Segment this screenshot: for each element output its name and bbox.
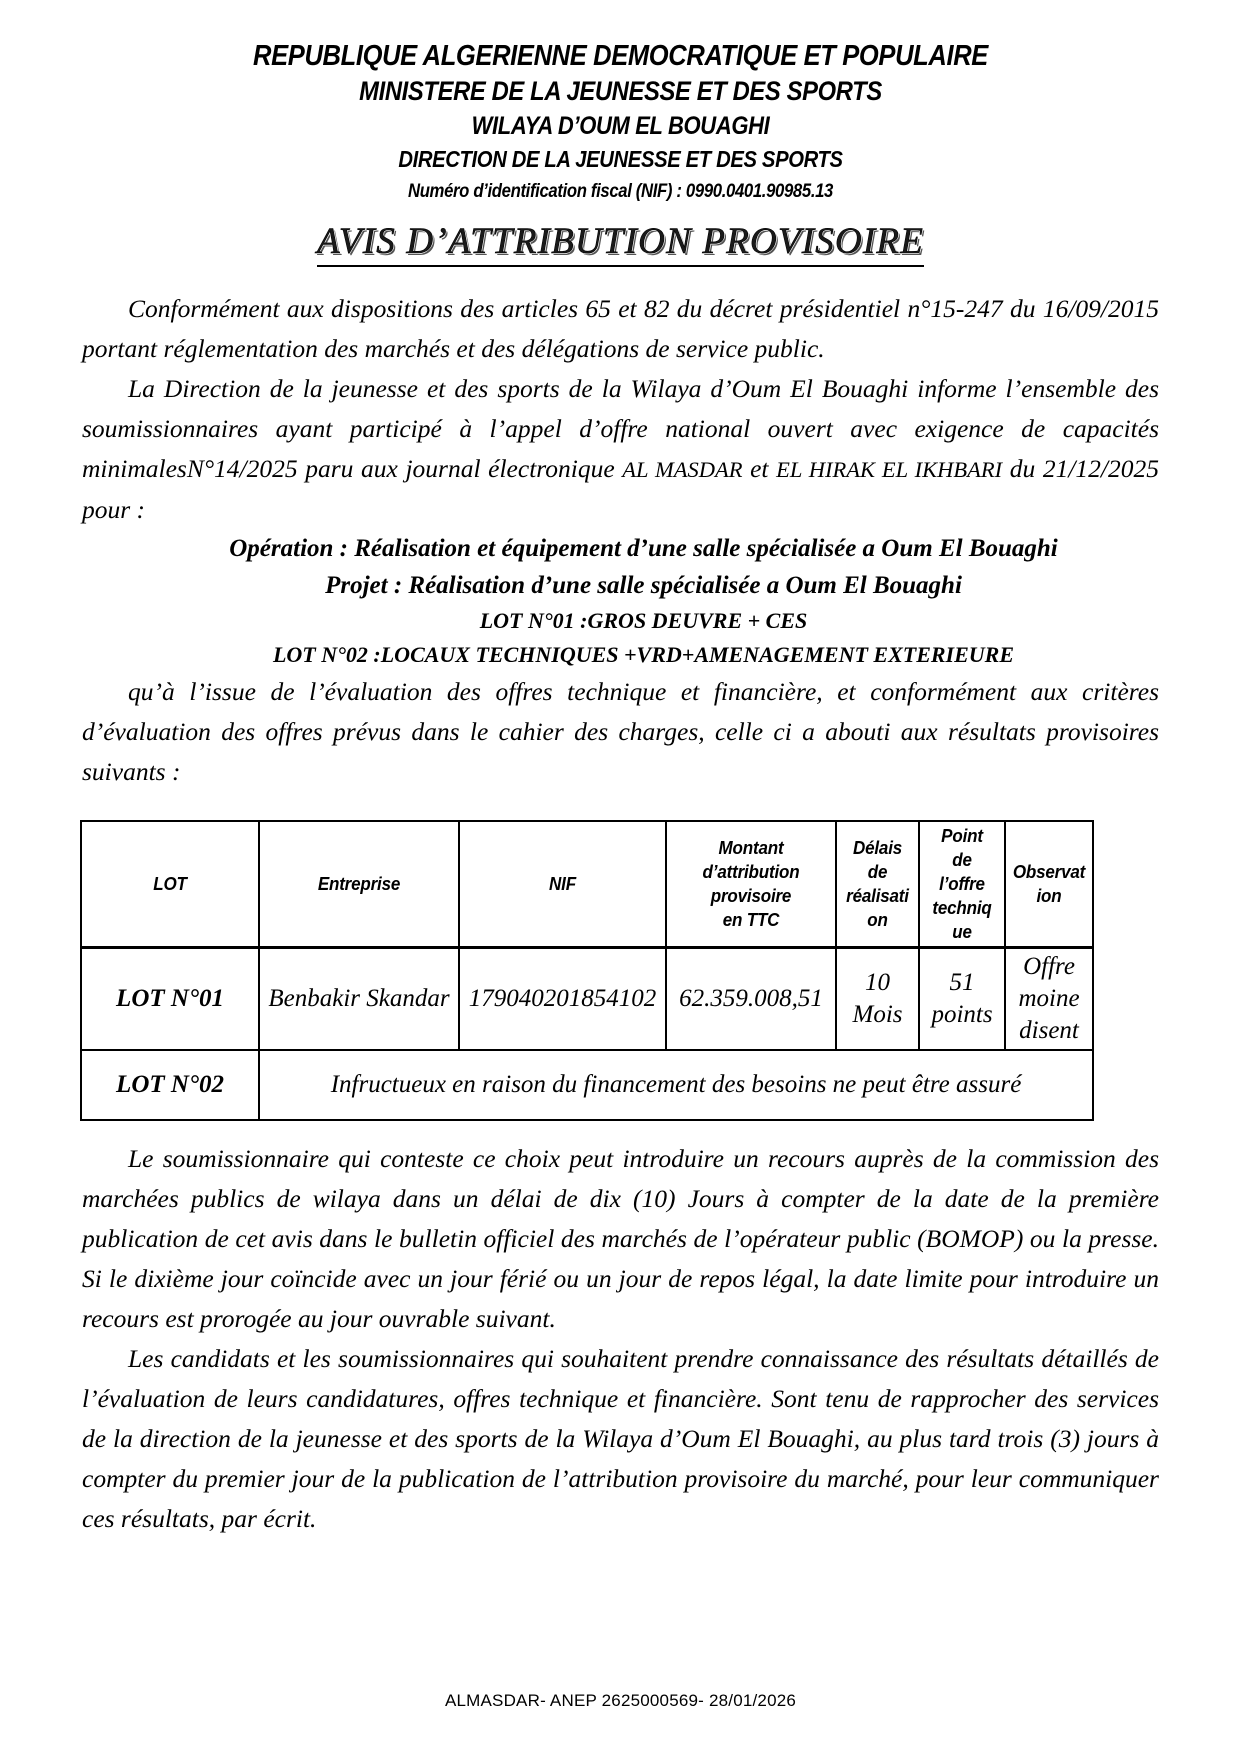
cell-montant: 62.359.008,51	[666, 948, 836, 1051]
intro-p2-part-c: et	[742, 454, 777, 483]
header-republic-line: REPUBLIQUE ALGERIENNE DEMOCRATIQUE ET POPULAIRE	[253, 40, 988, 72]
table-header-row	[81, 821, 1093, 948]
result-intro-paragraph: qu’à l’issue de l’évaluation des offres technique et financière, et conformément aux critères d’évaluation des offres prévus dans le cahier des charges, celle ci a abouti aux résultats provisoires suivants :	[82, 677, 1159, 786]
col-header-point-l2: de	[952, 849, 972, 870]
title-container	[82, 208, 1159, 267]
cell-observation-l3: disent	[1019, 1017, 1079, 1044]
journal-name-elhirak: EL HIRAK EL IKHBARI	[776, 457, 1003, 482]
header-nif-line: Numéro d’identification fiscal (NIF) : 0990.0401.90985.13	[407, 181, 834, 202]
table-row	[81, 1050, 1093, 1120]
page-footer: ALMASDAR- ANEP 2625000569- 28/01/2026	[444, 1691, 797, 1710]
col-header-observation	[1009, 821, 1090, 948]
cell-infructueux-note: Infructueux en raison du financement des besoins ne peut être assuré	[259, 1050, 1093, 1120]
intro-paragraph-1: Conformément aux dispositions des articles 65 et 82 du décret présidentiel n°15-247 du 16/09/2015 portant réglementation des marchés et des délégations de service public.	[82, 294, 1159, 363]
cell-observation-l2: moine	[1018, 985, 1080, 1012]
lot-line-01: LOT N°01 :GROS DEUVRE + CES	[479, 608, 808, 633]
col-header-point-l5: ue	[952, 921, 972, 942]
closing-body	[82, 1139, 1159, 1539]
col-header-montant-l1: Montant	[718, 837, 784, 858]
cell-point-technique	[919, 948, 1005, 1051]
col-header-lot: LOT	[88, 821, 252, 948]
col-header-point-technique	[922, 821, 1001, 948]
header-wilaya-line: WILAYA D’OUM EL BOUAGHI	[471, 112, 770, 140]
cell-delais-l1: 10	[865, 969, 890, 996]
results-table-body	[81, 948, 1093, 1121]
cell-delais-l2: Mois	[852, 1001, 903, 1028]
letterhead	[82, 38, 1159, 208]
col-header-delais	[839, 821, 915, 948]
cell-observation-l1: Offre	[1023, 953, 1075, 980]
intro-p2-part-a: La Direction de la jeunesse et des sports de la Wilaya d’Oum El Bouaghi informe l’ensemble des soumissionnaires ayant participé à l’appel d’offre national ouvert avec exigence de capacités minimalesN°14/2025 paru aux journal électronique	[82, 374, 1159, 483]
col-header-delais-l3: réalisati	[846, 885, 909, 906]
col-header-delais-l4: on	[867, 909, 888, 930]
col-header-montant-l4: en TTC	[722, 909, 780, 930]
col-header-montant	[673, 821, 829, 948]
col-header-montant-l2: d’attribution	[702, 861, 800, 882]
journal-name-almasdar: AL MASDAR	[622, 457, 743, 482]
operation-line: Opération : Réalisation et équipement d’une salle spécialisée a Oum El Bouaghi	[229, 535, 1058, 562]
closing-paragraph-1: Le soumissionnaire qui conteste ce choix peut introduire un recours auprès de la commission des marchées publics de wilaya dans un délai de dix (10) Jours à compter de la date de la première publication de cet avis dans le bulletin officiel des marchés de l’opérateur public (BOMOP) ou la presse. Si le dixième jour coïncide avec un jour férié ou un jour de repos légal, la date limite pour introduire un recours est prorogée au jour ouvrable suivant.	[82, 1144, 1159, 1333]
col-header-delais-l1: Délais	[852, 837, 903, 858]
cell-delais	[836, 948, 919, 1051]
projet-line: Projet : Réalisation d’une salle spécialisée a Oum El Bouaghi	[325, 572, 962, 599]
intro-p2-part-e: du 21/12/2025 pour :	[82, 454, 1159, 524]
cell-nif: 179040201854102	[459, 948, 666, 1051]
col-header-observation-l2: ion	[1036, 885, 1062, 906]
intro-paragraph-2	[82, 369, 1159, 530]
col-header-point-l1: Point	[941, 825, 983, 846]
document-body	[82, 289, 1159, 792]
cell-lot: LOT N°02	[81, 1050, 259, 1120]
col-header-nif: NIF	[467, 821, 657, 948]
col-header-observation-l1: Observat	[1012, 861, 1086, 882]
closing-paragraph-2: Les candidats et les soumissionnaires qui souhaitent prendre connaissance des résultats détaillés de l’évaluation de leurs candidatures, offres technique et financière. Sont tenu de rapprocher des services de la direction de la jeunesse et des sports de la Wilaya d’Oum El Bouaghi, au plus tard trois (3) jours à compter du premier jour de la publication de l’attribution provisoire du marché, pour leur communiquer ces résultats, par écrit.	[82, 1344, 1159, 1533]
cell-point-l2: points	[931, 1001, 993, 1028]
col-header-point-l4: techniq	[932, 897, 992, 918]
results-table	[80, 820, 1094, 1121]
col-header-entreprise: Entreprise	[267, 821, 451, 948]
cell-lot: LOT N°01	[81, 948, 259, 1051]
header-direction-line: DIRECTION DE LA JEUNESSE ET DES SPORTS	[398, 146, 843, 172]
table-row	[81, 948, 1093, 1051]
lot-line-02: LOT N°02 :LOCAUX TECHNIQUES +VRD+AMENAGEMENT EXTERIEURE	[272, 642, 1015, 667]
cell-entreprise: Benbakir Skandar	[259, 948, 459, 1051]
header-ministry-line: MINISTERE DE LA JEUNESSE ET DES SPORTS	[359, 76, 882, 106]
page-title: AVIS D’ATTRIBUTION PROVISOIRE	[317, 220, 924, 267]
col-header-montant-l3: provisoire	[710, 885, 792, 906]
results-table-head	[81, 821, 1093, 948]
cell-observation	[1005, 948, 1093, 1051]
cell-point-l1: 51	[949, 969, 975, 996]
col-header-delais-l2: de	[867, 861, 888, 882]
col-header-point-l3: l’offre	[939, 873, 985, 894]
